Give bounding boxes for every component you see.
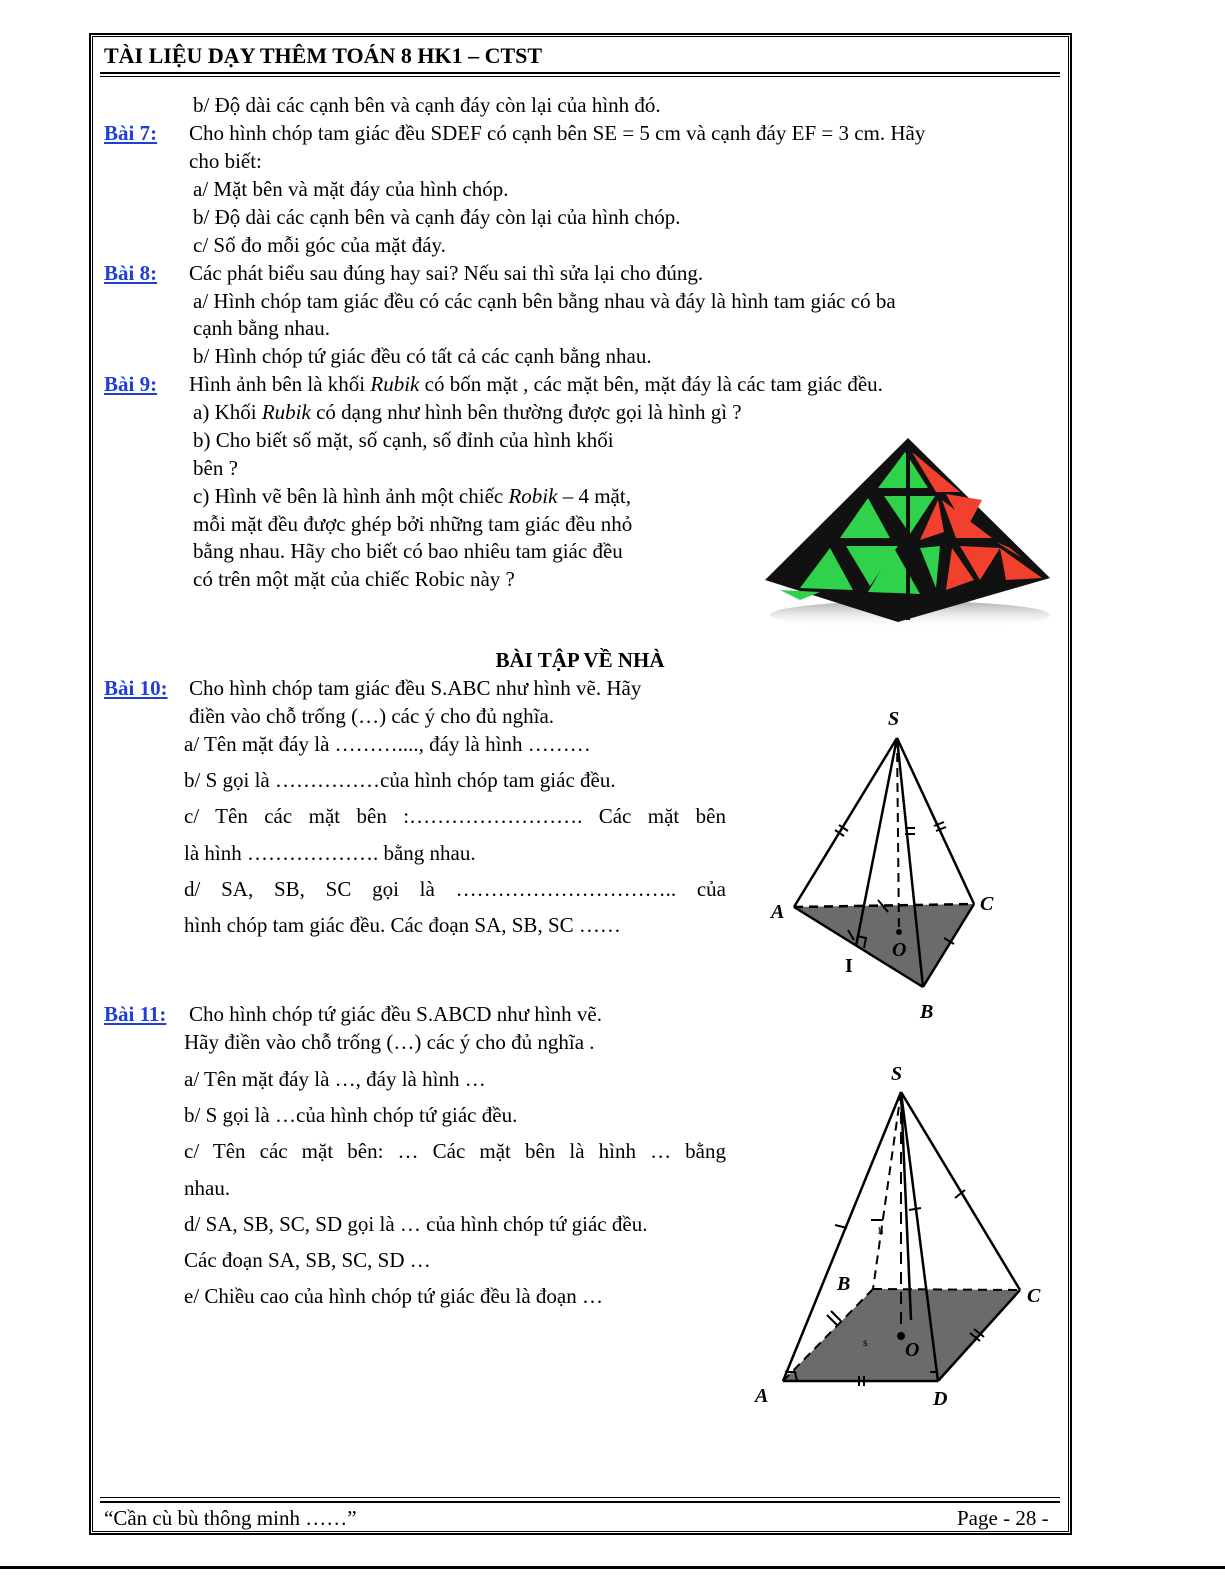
label-A: A xyxy=(755,1385,769,1407)
bai11-c1: c/ Tên các mặt bên: … Các mặt bên là hình … bằng xyxy=(184,1139,726,1163)
bai11-text1: Cho hình chóp tứ giác đều S.ABCD như hình vẽ. xyxy=(189,1002,602,1026)
bai7-a: a/ Mặt bên và mặt đáy của hình chóp. xyxy=(193,177,509,201)
label-A: A xyxy=(771,901,785,923)
bai9-label: Bài 9: xyxy=(104,372,158,396)
rubik-pyramid-image xyxy=(760,430,1055,635)
page-number: Page - 28 - xyxy=(957,1506,1049,1530)
bai10-text2: điền vào chỗ trống (…) các ý cho đủ nghĩa. xyxy=(189,704,555,728)
bai9-c1: c) Hình vẽ bên là hình ảnh một chiếc Robik – 4 mặt, xyxy=(193,484,631,508)
bai11-b: b/ S gọi là …của hình chóp tứ giác đều. xyxy=(184,1103,518,1127)
label-s: s xyxy=(863,1335,868,1349)
bai7-label: Bài 7: xyxy=(104,121,158,145)
label-C: C xyxy=(1027,1285,1041,1307)
bai11-d2: Các đoạn SA, SB, SC, SD … xyxy=(184,1248,431,1272)
bai11-c2: nhau. xyxy=(184,1176,231,1200)
bai11-label: Bài 11: xyxy=(104,1002,167,1026)
bai8-b: b/ Hình chóp tứ giác đều có tất cả các cạnh bằng nhau. xyxy=(193,344,652,368)
bai9-a: a) Khối Rubik có dạng như hình bên thường được gọi là hình gì ? xyxy=(193,400,742,424)
document-header: TÀI LIỆU DẠY THÊM TOÁN 8 HK1 – CTST xyxy=(104,43,543,68)
label-B: B xyxy=(920,1001,934,1023)
bai10-b: b/ S gọi là ……………của hình chóp tam giác đều. xyxy=(184,768,616,792)
bai11-a: a/ Tên mặt đáy là …, đáy là hình … xyxy=(184,1067,486,1091)
bai8-label: Bài 8: xyxy=(104,261,158,285)
bai10-c2: là hình ………………. bằng nhau. xyxy=(184,841,476,865)
bai10-text1: Cho hình chóp tam giác đều S.ABC như hình vẽ. Hãy xyxy=(189,676,642,700)
bai7-c: c/ Số đo mỗi góc của mặt đáy. xyxy=(193,233,446,257)
label-B: B xyxy=(837,1273,851,1295)
intro-line: b/ Độ dài các cạnh bên và cạnh đáy còn lại của hình đó. xyxy=(193,93,661,117)
bottom-edge xyxy=(0,1566,1225,1569)
homework-title: BÀI TẬP VỀ NHÀ xyxy=(495,648,665,672)
bai11-d1: d/ SA, SB, SC, SD gọi là … của hình chóp tứ giác đều. xyxy=(184,1212,648,1236)
bai11-e: e/ Chiều cao của hình chóp tứ giác đều là đoạn … xyxy=(184,1284,603,1308)
bai9-c3: bằng nhau. Hãy cho biết có bao nhiêu tam giác đều xyxy=(193,539,623,563)
bai10-label: Bài 10: xyxy=(104,676,168,700)
header-rule-thin xyxy=(100,76,1060,77)
bai7-b: b/ Độ dài các cạnh bên và cạnh đáy còn lại của hình chóp. xyxy=(193,205,681,229)
footer-rule xyxy=(100,1501,1060,1503)
bai9-c2: mỗi mặt đều được ghép bởi những tam giác đều nhỏ xyxy=(193,512,633,536)
header-rule xyxy=(100,72,1060,74)
bai8-a1: a/ Hình chóp tam giác đều có các cạnh bên bằng nhau và đáy là hình tam giác có ba xyxy=(193,289,896,313)
bai9-text: Hình ảnh bên là khối Rubik có bốn mặt , các mặt bên, mặt đáy là các tam giác đều. xyxy=(189,372,883,396)
bai7-text2: cho biết: xyxy=(189,149,262,173)
label-S: S xyxy=(891,1063,903,1085)
triangular-pyramid-figure xyxy=(760,700,1000,1030)
square-pyramid-figure xyxy=(745,1050,1065,1420)
bai10-d1: d/ SA, SB, SC gọi là ………………………….. của xyxy=(184,877,726,901)
label-S: S xyxy=(888,708,900,730)
bai7-text1: Cho hình chóp tam giác đều SDEF có cạnh bên SE = 5 cm và cạnh đáy EF = 3 cm. Hãy xyxy=(189,121,926,145)
bai9-b1: b) Cho biết số mặt, số cạnh, số đỉnh của hình khối xyxy=(193,428,614,452)
label-C: C xyxy=(980,893,994,915)
bai9-b2: bên ? xyxy=(193,456,238,480)
bai9-c4: có trên một mặt của chiếc Robic này ? xyxy=(193,567,515,591)
bai11-text2: Hãy điền vào chỗ trống (…) các ý cho đủ nghĩa . xyxy=(184,1030,595,1054)
label-O: O xyxy=(905,1339,920,1361)
label-I: I xyxy=(845,955,853,977)
footer-rule-thin xyxy=(100,1497,1060,1498)
label-O: O xyxy=(892,939,907,961)
label-D: D xyxy=(933,1388,948,1410)
bai8-a2: cạnh bằng nhau. xyxy=(193,316,331,340)
bai10-a: a/ Tên mặt đáy là ………...., đáy là hình ……… xyxy=(184,732,591,756)
label-h: h xyxy=(878,1225,884,1237)
bai10-c1: c/ Tên các mặt bên :……………………. Các mặt bên xyxy=(184,804,726,828)
bai8-text: Các phát biểu sau đúng hay sai? Nếu sai thì sửa lại cho đúng. xyxy=(189,261,704,285)
footer-motto: “Cần cù bù thông minh ……” xyxy=(104,1506,357,1530)
bai10-d2: hình chóp tam giác đều. Các đoạn SA, SB, SC …… xyxy=(184,913,621,937)
